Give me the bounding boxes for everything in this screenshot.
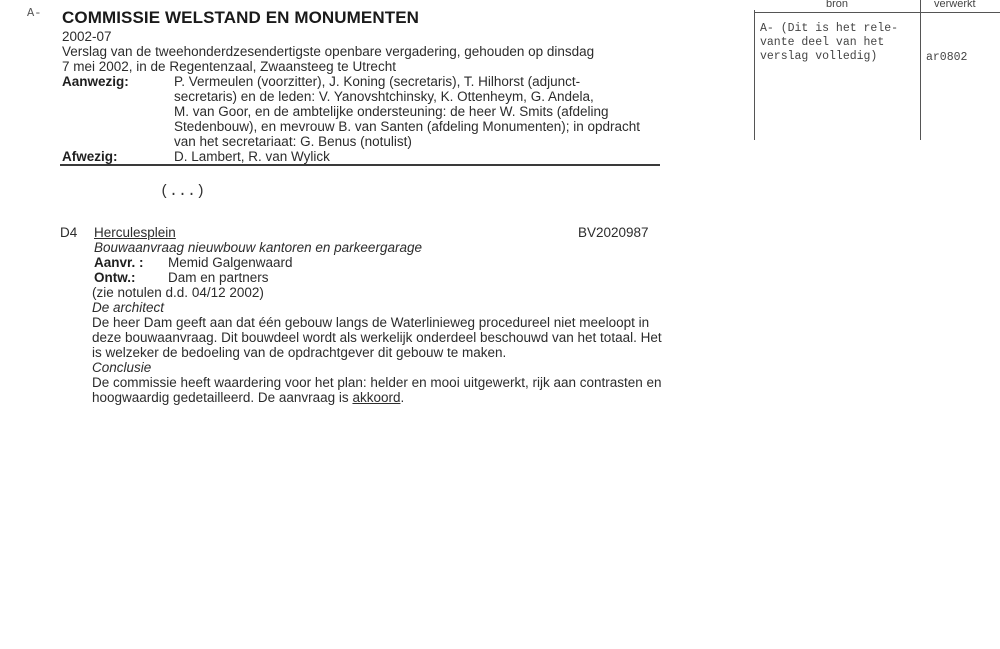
present-line-2: secretaris) en de leden: V. Yanovshtchinsky, K. Ottenheym, G. Andela, bbox=[174, 89, 594, 104]
designer-label: Ontw.: bbox=[94, 270, 136, 285]
architect-line-3: is welzeker de bedoeling van de opdrachtgever dit gebouw te maken. bbox=[92, 345, 507, 360]
table-column-divider bbox=[920, 0, 921, 140]
conclusion-line-2-text: hoogwaardig gedetailleerd. De aanvraag is bbox=[92, 390, 353, 405]
item-subject: Bouwaanvraag nieuwbouw kantoren en parkeergarage bbox=[94, 240, 422, 255]
conclusion-line-2-end: . bbox=[400, 390, 405, 405]
applicant-label: Aanvr. : bbox=[94, 255, 144, 270]
year-code: 2002-07 bbox=[62, 29, 112, 44]
item-number: D4 bbox=[60, 225, 78, 240]
report-line-1: Verslag van de tweehonderdzesendertigste openbare vergadering, gehouden op dinsdag bbox=[62, 44, 595, 59]
present-label: Aanwezig: bbox=[62, 74, 129, 89]
architect-heading: De architect bbox=[92, 300, 165, 315]
item-reference: BV2020987 bbox=[578, 225, 649, 240]
table-header-rule bbox=[754, 12, 1000, 13]
notes-reference: (zie notulen d.d. 04/12 2002) bbox=[92, 285, 264, 300]
document-title: COMMISSIE WELSTAND EN MONUMENTEN bbox=[62, 8, 420, 27]
conclusion-heading: Conclusie bbox=[92, 360, 152, 375]
annotation-note: A- (Dit is het rele- vante deel van het verslag volledig) bbox=[760, 22, 899, 63]
column-header-source: bron bbox=[826, 0, 849, 10]
header-divider bbox=[60, 164, 660, 166]
present-line-5: van het secretariaat: G. Benus (notulist) bbox=[174, 134, 412, 149]
architect-line-1: De heer Dam geeft aan dat één gebouw langs de Waterlinieweg procedureel niet meeloopt in bbox=[92, 315, 650, 330]
report-line-2: 7 mei 2002, in de Regentenzaal, Zwaansteeg te Utrecht bbox=[62, 59, 396, 74]
item-location: Herculesplein bbox=[94, 225, 176, 240]
annotation-table bbox=[754, 0, 1000, 140]
present-line-1: P. Vermeulen (voorzitter), J. Koning (secretaris), T. Hilhorst (adjunct- bbox=[174, 74, 581, 89]
architect-line-2: deze bouwaanvraag. Dit bouwdeel wordt als werkelijk onderdeel beschouwd van het totaal. Het bbox=[92, 330, 662, 345]
absent-names: D. Lambert, R. van Wylick bbox=[174, 149, 330, 164]
archive-code: ar0802 bbox=[926, 51, 968, 64]
present-line-4: Stedenbouw), en mevrouw B. van Santen (afdeling Monumenten); in opdracht bbox=[174, 119, 641, 134]
conclusion-line-2 bbox=[92, 390, 404, 405]
designer-name: Dam en partners bbox=[168, 270, 269, 285]
present-line-3: M. van Goor, en de ambtelijke ondersteuning: de heer W. Smits (afdeling bbox=[174, 104, 609, 119]
absent-label: Afwezig: bbox=[62, 149, 118, 164]
margin-mark: A- bbox=[27, 6, 42, 20]
table-left-border bbox=[754, 10, 755, 140]
applicant-name: Memid Galgenwaard bbox=[168, 255, 293, 270]
column-header-processed: verwerkt bbox=[934, 0, 976, 10]
conclusion-line-1: De commissie heeft waardering voor het plan: helder en mooi uitgewerkt, rijk aan contrasten en bbox=[92, 375, 662, 390]
omission-marker: (...) bbox=[160, 183, 206, 200]
conclusion-verdict: akkoord bbox=[352, 390, 401, 405]
